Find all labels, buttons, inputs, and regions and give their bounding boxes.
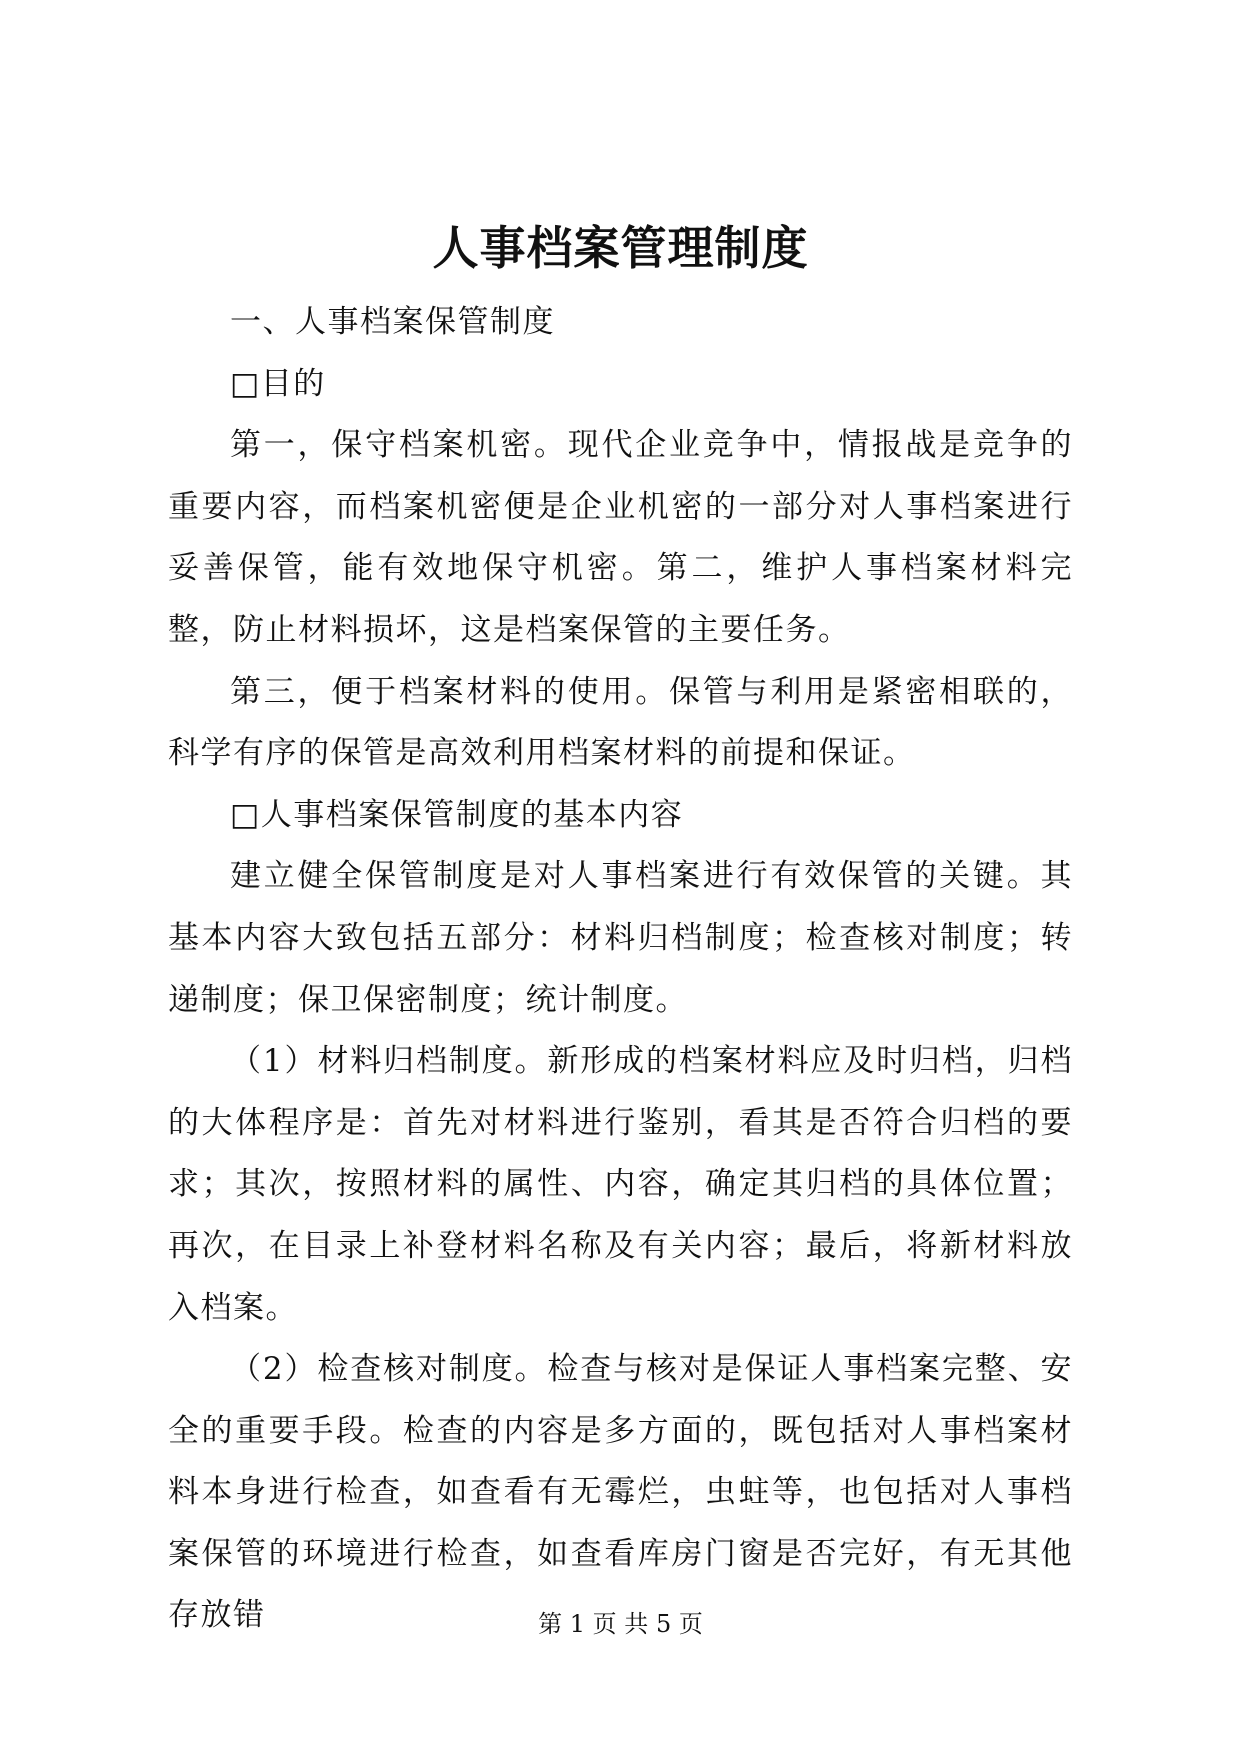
- section-heading: 一、人事档案保管制度: [230, 304, 555, 340]
- paragraph: 第一，保守档案机密。现代企业竞争中，情报战是竞争的重要内容，而档案机密便是企业机密的一部分对人事档案进行妥善保管，能有效地保守机密。第二，维护人事档案材料完整，防止材料损坏，这是档案保管的主要任务。: [168, 427, 1073, 648]
- paragraph: 建立健全保管制度是对人事档案进行有效保管的关键。其基本内容大致包括五部分：材料归档制度；检查核对制度；转递制度；保卫保密制度；统计制度。: [168, 858, 1073, 1018]
- page-footer: 第 1 页 共 5 页: [538, 1610, 703, 1638]
- document-title: 人事档案管理制度: [432, 221, 809, 275]
- document-body: [168, 292, 1073, 1647]
- list-item: （2）检查核对制度。检查与核对是保证人事档案完整、安全的重要手段。检查的内容是多方面的，既包括对人事档案材料本身进行检查，如查看有无霉烂，虫蛀等，也包括对人事档案保管的环境进行检查，如查看库房门窗是否完好，有无其他存放错: [168, 1351, 1073, 1634]
- list-item: （1）材料归档制度。新形成的档案材料应及时归档，归档的大体程序是：首先对材料进行鉴别，看其是否符合归档的要求；其次，按照材料的属性、内容，确定其归档的具体位置；再次，在目录上补登材料名称及有关内容；最后，将新材料放入档案。: [168, 1043, 1073, 1326]
- subsection-heading-content: □人事档案保管制度的基本内容: [230, 796, 684, 833]
- subsection-heading-purpose: □目的: [230, 365, 326, 402]
- paragraph: 第三，便于档案材料的使用。保管与利用是紧密相联的，科学有序的保管是高效利用档案材料的前提和保证。: [168, 673, 1073, 772]
